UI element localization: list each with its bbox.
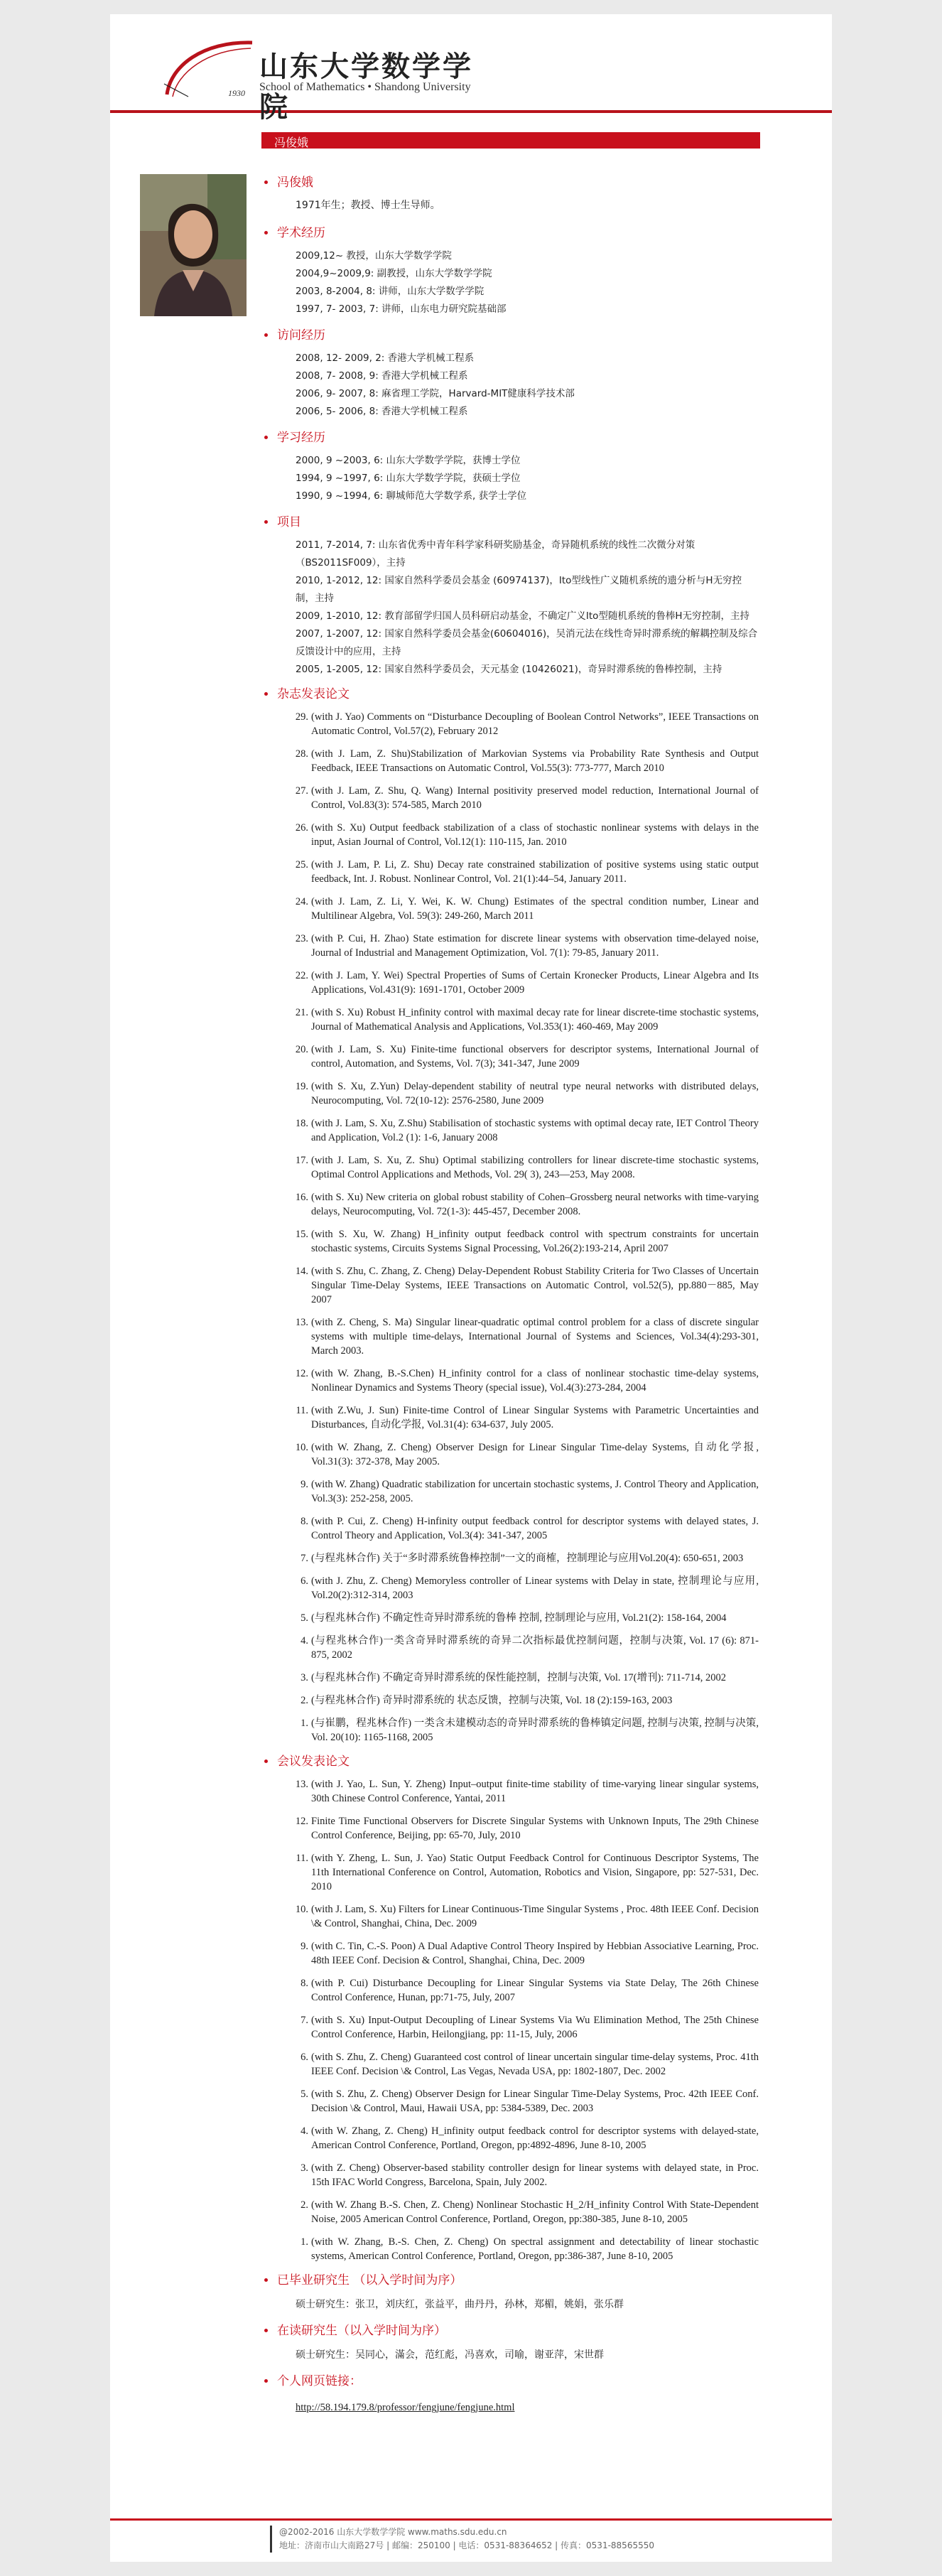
publication-item <box>296 1851 759 1894</box>
page <box>110 14 832 2562</box>
list-item: 1997, 7- 2003, 7: 讲师，山东电力研究院基础部 <box>296 303 507 315</box>
publication-number: 7. <box>301 1553 308 1564</box>
publication-text: (with J. Lam, Y. Wei) Spectral Properties of Sums of Certain Kronecker Products, Linear Algebra and Its Applications, Vol.431(9): 1691-1701, October 2009 <box>311 970 759 996</box>
publication-item <box>296 1440 759 1469</box>
publication-number: 6. <box>301 2052 308 2063</box>
section-title-academic: 学术经历 <box>261 225 759 242</box>
list-item: 2009,12~ 教授，山东大学数学学院 <box>296 250 452 262</box>
publication-text: (with S. Xu) New criteria on global robust stability of Cohen–Grossberg neural networks with time-varying delays, Neurocomputing, Vol. 72(1-3): 445-457, December 2008. <box>311 1192 759 1217</box>
publication-item <box>296 1814 759 1843</box>
publication-text: (with J. Lam, P. Li, Z. Shu) Decay rate constrained stabilization of positive systems using static output feedback, Int. J. Robust. Nonlinear Control, Vol. 21(1):44–54, January 2011. <box>311 859 759 885</box>
publication-number: 7. <box>301 2015 308 2026</box>
publication-number: 24. <box>295 896 308 907</box>
visits-list <box>261 350 759 421</box>
publication-number: 6. <box>301 1575 308 1587</box>
publication-number: 11. <box>296 1405 308 1416</box>
publication-item <box>296 2198 759 2226</box>
list-item: 1994, 9 ~1997, 6: 山东大学数学学院，获硕士学位 <box>296 473 521 484</box>
publication-number: 20. <box>295 1044 308 1055</box>
journal-paper-list <box>261 710 759 1745</box>
logo-chinese-name: 山东大学数学学院 <box>259 50 473 124</box>
publication-number: 12. <box>295 1816 308 1827</box>
publication-item <box>296 969 759 997</box>
publication-item <box>296 2013 759 2042</box>
publication-number: 12. <box>295 1368 308 1379</box>
publication-item <box>296 1227 759 1256</box>
profile-content <box>261 174 759 2415</box>
publication-item <box>296 1634 759 1662</box>
section-name <box>261 174 759 215</box>
publication-text: (with Z. Cheng, S. Ma) Singular linear-quadratic optimal control problem for a class of discrete singular systems with multiple time-delays, International Journal of Systems and Sciences, Vol.34(4):293-301, March 2003. <box>311 1317 759 1357</box>
publication-number: 8. <box>301 1516 308 1527</box>
publication-number: 11. <box>296 1853 308 1864</box>
publication-text: Finite Time Functional Observers for Discrete Singular Systems with Unknown Inputs, The 29th Chinese Control Conference, Beijing, pp: 65-70, July, 2010 <box>311 1816 759 1841</box>
section-title-education: 学习经历 <box>261 429 759 446</box>
publication-number: 13. <box>295 1317 308 1328</box>
list-item: 2004,9~2009,9: 副教授，山东大学数学学院 <box>296 268 492 279</box>
publication-item <box>296 1716 759 1745</box>
publication-number: 8. <box>301 1978 308 1989</box>
publication-number: 16. <box>295 1192 308 1203</box>
publication-text: (with W. Zhang) Quadratic stabilization for uncertain stochastic systems, J. Control Theory and Application, Vol.3(3): 252-258, 2005. <box>311 1479 759 1504</box>
list-item: 2008, 7- 2008, 9: 香港大学机械工程系 <box>296 370 468 382</box>
publication-item <box>296 784 759 812</box>
logo-english-name: School of Mathematics • Shandong University <box>259 81 471 93</box>
publication-number: 28. <box>295 748 308 760</box>
publication-text: (with S. Xu) Robust H_infinity control with maximal decay rate for linear discrete-time stochastic systems, Journal of Mathematical Analysis and Applications, Vol.353(1): 460-469, May 2009 <box>311 1007 759 1033</box>
list-item: 1990, 9 ~1994, 6: 聊城师范大学数学系, 获学士学位 <box>296 490 527 502</box>
section-title-projects: 项目 <box>261 514 759 531</box>
publication-text: (with P. Cui, Z. Cheng) H-infinity output feedback control for descriptor systems with delayed states, J. Control Theory and Application, Vol.3(4): 341-347, 2005 <box>311 1516 759 1541</box>
publication-text: (with W. Zhang, B.-S.Chen) H_infinity control for a class of nonlinear stochastic time-delay systems, Nonlinear Dynamics and Systems Theory (special issue), Vol.4(3):273-284, 2004 <box>311 1368 759 1394</box>
publication-item <box>296 1116 759 1145</box>
publication-text: (with J. Lam, Z. Shu)Stabilization of Markovian Systems via Probability Rate Synthesis and Output Feedback, IEEE Transactions on Automatic Control, Vol.55(3): 773-777, March 2010 <box>311 748 759 774</box>
publication-item <box>296 895 759 923</box>
section-graduated <box>261 2272 759 2314</box>
site-footer <box>270 2526 654 2553</box>
section-title-name: 冯俊娥 <box>261 174 759 191</box>
publication-text: (with J. Yao) Comments on “Disturbance Decoupling of Boolean Control Networks”, IEEE Transactions on Automatic Control, Vol.57(2), February 2012 <box>311 711 759 737</box>
publication-number: 23. <box>295 933 308 944</box>
publication-item <box>296 1264 759 1307</box>
projects-list <box>261 537 759 679</box>
publication-text: (with Y. Zheng, L. Sun, J. Yao) Static Output Feedback Control for Continuous Descriptor Systems, The 11th International Conference on Control, Automation, Robotics and Vision, Singapore, pp: 527-531, Dec. 2010 <box>311 1853 759 1892</box>
footer-contact: 地址：济南市山大南路27号 | 邮编：250100 | 电话：0531-88364652 | 传真：0531-88565550 <box>279 2540 654 2550</box>
publication-text: (with S. Zhu, Z. Cheng) Observer Design for Linear Singular Time-Delay Systems, Proc. 42th IEEE Conf. Decision \& Control, Maui, Hawaii USA, pp: 5384-5389, Dec. 2003 <box>311 2089 759 2114</box>
publication-text: (with J. Lam, Z. Li, Y. Wei, K. W. Chung) Estimates of the spectral condition number, Linear and Multilinear Algebra, Vol. 59(3): 249-260, March 2011 <box>311 896 759 922</box>
publication-number: 5. <box>301 1612 308 1624</box>
publication-number: 1. <box>301 1718 308 1729</box>
academic-list <box>261 247 759 318</box>
publication-number: 9. <box>301 1941 308 1952</box>
publication-text: (with S. Zhu, C. Zhang, Z. Cheng) Delay-Dependent Robust Stability Criteria for Two Classes of Uncertain Singular Time-Delay Systems, IEEE Transactions on Automatic Control, vol.52(5), pp.880－885, May 2007 <box>311 1266 759 1305</box>
education-list <box>261 452 759 505</box>
intro-text: 1971年生；教授、博士生导师。 <box>296 200 440 211</box>
publication-item <box>296 932 759 960</box>
publication-text: (with Z. Cheng) Observer-based stability controller design for linear systems with delayed state, in Proc. 15th IFAC World Congress, Barcelona, Spain, July 2002. <box>311 2162 759 2188</box>
logo-year: 1930 <box>228 88 245 98</box>
section-education <box>261 429 759 505</box>
publication-item <box>296 747 759 775</box>
publication-text: (with J. Lam, S. Xu, Z. Shu) Optimal stabilizing controllers for linear discrete-time stochastic systems, Optimal Control Applications and Methods, Vol. 29( 3), 243—253, May 2008. <box>311 1155 759 1180</box>
publication-item <box>296 710 759 738</box>
publication-item <box>296 2050 759 2079</box>
section-homepage <box>261 2373 759 2415</box>
school-logo[interactable] <box>160 34 487 124</box>
publication-number: 22. <box>295 970 308 981</box>
list-item: 2003, 8-2004, 8: 讲师，山东大学数学学院 <box>296 286 484 297</box>
publication-text: (with J. Lam, S. Xu) Finite-time functional observers for descriptor systems, International Journal of control, Automation, and Systems, Vol. 7(3); 341-347, June 2009 <box>311 1044 759 1069</box>
publication-number: 14. <box>295 1266 308 1277</box>
homepage-link[interactable]: http://58.194.179.8/professor/fengjune/fengjune.html <box>296 2402 515 2413</box>
list-item: 2009, 1-2010, 12: 教育部留学归国人员科研启动基金，不确定广义Ito型随机系统的鲁棒H无穷控制，主持 <box>296 610 750 622</box>
publication-text: (with J. Lam, S. Xu) Filters for Linear Continuous-Time Singular Systems , Proc. 48th IEEE Conf. Decision \& Control, Shanghai, China, Dec. 2009 <box>311 1904 759 1929</box>
profile-photo <box>140 174 247 316</box>
publication-text: (与程兆林合作) 奇异时滞系统的 状态反馈，控制与决策, Vol. 18 (2):159-163, 2003 <box>311 1695 673 1706</box>
list-item: 2006, 9- 2007, 8: 麻省理工学院，Harvard-MIT健康科学技术部 <box>296 388 575 399</box>
publication-number: 21. <box>295 1007 308 1018</box>
publication-number: 19. <box>295 1081 308 1092</box>
publication-item <box>296 858 759 886</box>
list-item: 2010, 1-2012, 12: 国家自然科学委员会基金 (60974137)，Ito型线性广义随机系统的遗分析与H无穷控制，主持 <box>296 575 742 604</box>
publication-item <box>296 2124 759 2152</box>
publication-item <box>296 2161 759 2189</box>
publication-item <box>296 1976 759 2005</box>
list-item: 2008, 12- 2009, 2: 香港大学机械工程系 <box>296 352 475 364</box>
publication-number: 3. <box>301 1672 308 1683</box>
publication-item <box>296 1574 759 1602</box>
publication-text: (with W. Zhang B.-S. Chen, Z. Cheng) Nonlinear Stochastic H_2/H_infinity Control With State-Dependent Noise, 2005 American Control Conference, Portland, Oregon, pp:380-385, June 8-10, 2005 <box>311 2199 759 2225</box>
publication-number: 3. <box>301 2162 308 2174</box>
conference-paper-list <box>261 1777 759 2263</box>
publication-item <box>296 1477 759 1506</box>
publication-text: (with W. Zhang, Z. Cheng) H_infinity output feedback control for descriptor systems with delayed-state, American Control Conference, Portland, Oregon, pp:4892-4896, June 8-10, 2005 <box>311 2125 759 2151</box>
section-title-conferences: 会议发表论文 <box>261 1753 759 1770</box>
publication-text: (with S. Xu) Input-Output Decoupling of Linear Systems Via Wu Elimination Method, The 25th Chinese Control Conference, Harbin, Heilongjiang, pp: 11-15, July, 2006 <box>311 2015 759 2040</box>
section-projects <box>261 514 759 679</box>
publication-text: (with P. Cui, H. Zhao) State estimation for discrete linear systems with observation time-delayed noise, Journal of Industrial and Management Optimization, Vol. 7(1): 79-85, January 2011. <box>311 933 759 959</box>
publication-item <box>296 1403 759 1432</box>
publication-number: 1. <box>301 2236 308 2248</box>
publication-text: (与程兆林合作) 不确定奇异时滞系统的保性能控制，控制与决策, Vol. 17(增刊): 711-714, 2002 <box>311 1672 727 1683</box>
publication-item <box>296 1079 759 1108</box>
publication-number: 18. <box>295 1118 308 1129</box>
publication-number: 5. <box>301 2089 308 2100</box>
publication-text: (与程兆林合作) 关于“多时滞系统鲁棒控制”一文的商榷，控制理论与应用Vol.20(4): 650-651, 2003 <box>311 1553 744 1564</box>
publication-text: (with J. Lam, S. Xu, Z.Shu) Stabilisation of stochastic systems with optimal decay rate, IET Control Theory and Application, Vol.2 (1): 1-6, January 2008 <box>311 1118 759 1143</box>
publication-item <box>296 1902 759 1931</box>
publication-number: 13. <box>295 1779 308 1790</box>
section-title-visits: 访问经历 <box>261 327 759 344</box>
profile-name-bar-text: 冯俊娥 <box>274 136 309 149</box>
publication-text: (with J. Lam, Z. Shu, Q. Wang) Internal positivity preserved model reduction, International Journal of Control, Vol.83(3): 574-585, March 2010 <box>311 785 759 811</box>
publication-text: (与崔鹏，程兆林合作) 一类含未建模动态的奇异时滞系统的鲁棒镇定问题, 控制与决策, 控制与决策, Vol. 20(10): 1165-1168, 2005 <box>311 1718 759 1743</box>
publication-number: 10. <box>295 1442 308 1453</box>
publication-number: 29. <box>295 711 308 723</box>
list-item: 2007, 1-2007, 12: 国家自然科学委员会基金(60604016)，吴消元法在线性奇异时滞系统的解耦控制及综合反馈设计中的应用，主持 <box>296 628 758 657</box>
section-title-graduated: 已毕业研究生 （以入学时间为序） <box>261 2272 759 2289</box>
publication-item <box>296 1551 759 1565</box>
list-item: 2000, 9 ~2003, 6: 山东大学数学学院，获博士学位 <box>296 455 521 466</box>
publication-item <box>296 1693 759 1708</box>
section-journals <box>261 686 759 1745</box>
publication-number: 15. <box>295 1229 308 1240</box>
site-header <box>110 14 832 124</box>
footer-copyright: @2002-2016 山东大学数学学院 www.maths.sdu.edu.cn <box>279 2527 507 2537</box>
publication-text: (与程兆林合作) 不确定性奇异时滞系统的鲁棒 控制, 控制理论与应用, Vol.21(2): 158-164, 2004 <box>311 1612 727 1624</box>
publication-item <box>296 1190 759 1219</box>
publication-item <box>296 1939 759 1968</box>
publication-number: 2. <box>301 1695 308 1706</box>
publication-number: 27. <box>295 785 308 797</box>
publication-item <box>296 1042 759 1071</box>
publication-item <box>296 821 759 849</box>
section-title-journals: 杂志发表论文 <box>261 686 759 703</box>
publication-text: (with S. Xu, Z.Yun) Delay-dependent stability of neutral type neural networks with distributed delays, Neurocomputing, Vol. 72(10-12): 2576-2580, June 2009 <box>311 1081 759 1106</box>
publication-item <box>296 1367 759 1395</box>
publication-text: (with J. Yao, L. Sun, Y. Zheng) Input–output finite-time stability of time-varying linear singular systems, 30th Chinese Control Conference, Yantai, 2011 <box>311 1779 759 1804</box>
publication-text: (with Z.Wu, J. Sun) Finite-time Control of Linear Singular Systems with Parametric Uncertainties and Disturbances, 自动化学报, Vol.31(4): 634-637, July 2005. <box>311 1405 759 1430</box>
graduated-students: 硕士研究生：张卫，刘庆红，张益平，曲丹丹，孙林，郑楣，姚娟，张乐群 <box>296 2299 624 2310</box>
section-title-current: 在读研究生（以入学时间为序） <box>261 2322 759 2339</box>
publication-item <box>296 1611 759 1625</box>
profile-name-bar <box>261 132 760 149</box>
publication-number: 10. <box>295 1904 308 1915</box>
publication-item <box>296 1315 759 1358</box>
publication-text: (与程兆林合作)一类含奇异时滞系统的奇异二次指标最优控制问题，控制与决策, Vol. 17 (6): 871-875, 2002 <box>311 1635 759 1661</box>
section-current <box>261 2322 759 2364</box>
publication-item <box>296 1777 759 1806</box>
publication-number: 17. <box>295 1155 308 1166</box>
publication-text: (with J. Zhu, Z. Cheng) Memoryless controller of Linear systems with Delay in state, 控制理论与应用, Vol.20(2):312-314, 2003 <box>311 1575 759 1601</box>
publication-item <box>296 1671 759 1685</box>
section-conferences <box>261 1753 759 2263</box>
section-visits <box>261 327 759 421</box>
publication-text: (with S. Xu, W. Zhang) H_infinity output feedback control with spectrum constraints for uncertain stochastic systems, Circuits Systems Signal Processing, Vol.26(2):193-214, April 2007 <box>311 1229 759 1254</box>
publication-text: (with S. Xu) Output feedback stabilization of a class of stochastic nonlinear systems with delays in the input, Asian Journal of Control, Vol.12(1): 110-115, Jan. 2010 <box>311 822 759 848</box>
publication-number: 4. <box>301 1635 308 1647</box>
footer-divider <box>110 2518 832 2521</box>
publication-number: 25. <box>295 859 308 871</box>
publication-text: (with P. Cui) Disturbance Decoupling for Linear Singular Systems via State Delay, The 26th Chinese Control Conference, Hunan, pp:71-75, July, 2007 <box>311 1978 759 2003</box>
list-item: 2011, 7-2014, 7: 山东省优秀中青年科学家科研奖励基金，奇异随机系统的线性二次微分对策（BS2011SF009），主持 <box>296 539 695 568</box>
current-students: 硕士研究生：吴同心，滿会，范红彪，冯喜欢，司喻，谢亚萍，宋世群 <box>296 2349 604 2361</box>
section-academic <box>261 225 759 318</box>
publication-number: 2. <box>301 2199 308 2211</box>
publication-item <box>296 2235 759 2263</box>
publication-text: (with W. Zhang, Z. Cheng) Observer Design for Linear Singular Time-delay Systems, 自动化学报, Vol.31(3): 372-378, May 2005. <box>311 1442 759 1467</box>
publication-text: (with S. Zhu, Z. Cheng) Guaranteed cost control of linear uncertain singular time-delay systems, Proc. 41th IEEE Conf. Decision \& Control, Las Vegas, Nevada USA, pp: 1802-1807, Dec. 2002 <box>311 2052 759 2077</box>
publication-number: 26. <box>295 822 308 834</box>
publication-text: (with W. Zhang, B.-S. Chen, Z. Cheng) On spectral assignment and detectability of linear stochastic systems, American Control Conference, Portland, Oregon, pp:386-387, June 8-10, 2005 <box>311 2236 759 2262</box>
list-item: 2006, 5- 2006, 8: 香港大学机械工程系 <box>296 406 468 417</box>
publication-item <box>296 1153 759 1182</box>
publication-item <box>296 2087 759 2116</box>
publication-item <box>296 1006 759 1034</box>
list-item: 2005, 1-2005, 12: 国家自然科学委员会，天元基金 (10426021)，奇异时滞系统的鲁棒控制，主持 <box>296 664 722 675</box>
publication-number: 9. <box>301 1479 308 1490</box>
publication-item <box>296 1514 759 1543</box>
publication-number: 4. <box>301 2125 308 2137</box>
publication-text: (with C. Tin, C.-S. Poon) A Dual Adaptive Control Theory Inspired by Hebbian Associative Learning, Proc. 48th IEEE Conf. Decision & Control, Shanghai, China, Dec. 2009 <box>311 1941 759 1966</box>
section-title-homepage: 个人网页链接： <box>261 2373 759 2390</box>
